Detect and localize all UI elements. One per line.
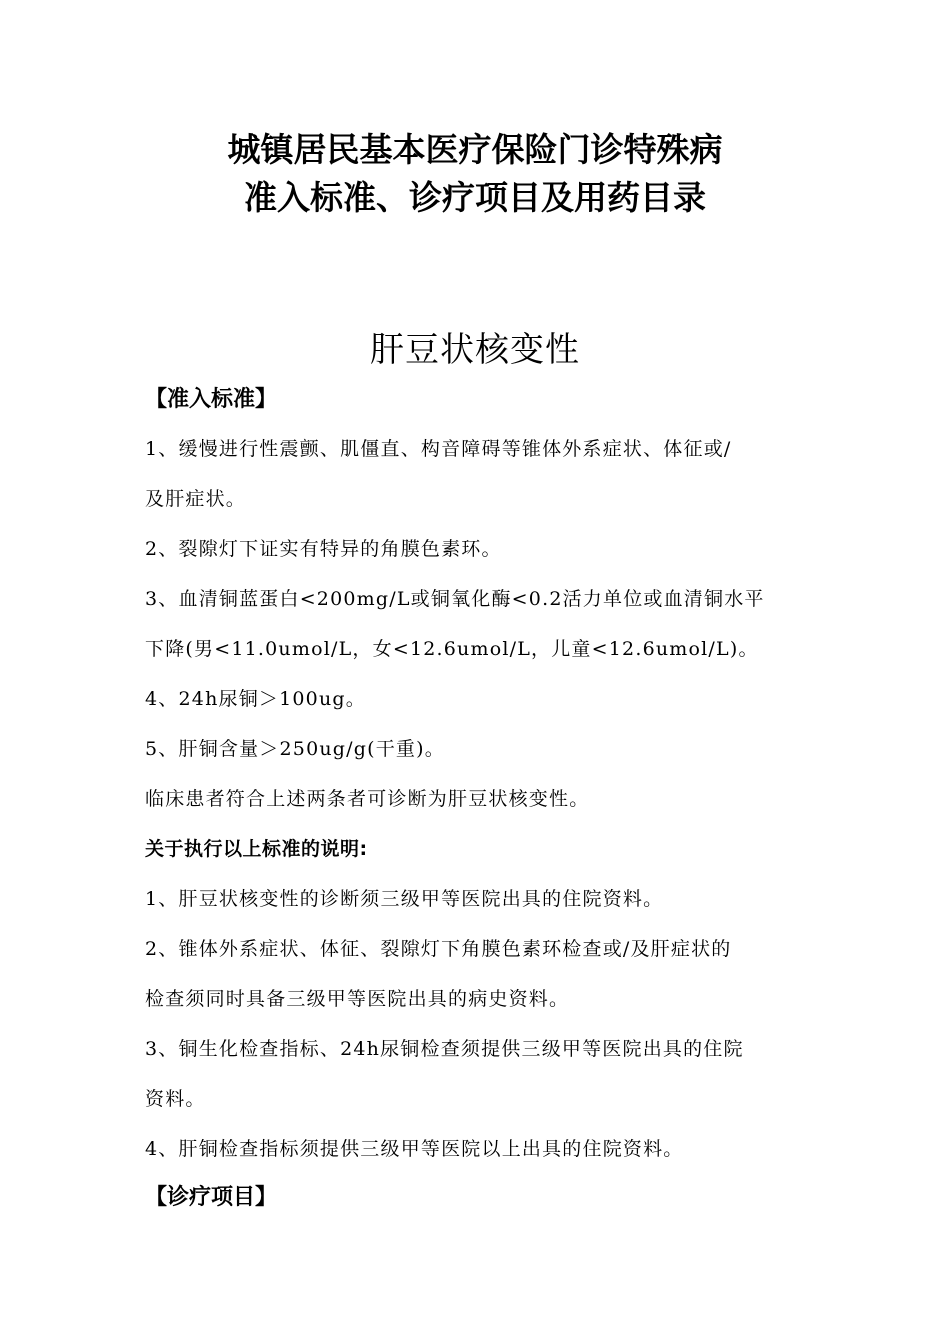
criteria-heading: 【准入标准】 (145, 387, 278, 412)
document-title-line-1: 城镇居民基本医疗保险门诊特殊病 (227, 130, 723, 169)
notes-line: 检查须同时具备三级甲等医院出具的病史资料。 (145, 988, 570, 1010)
notes-line: 2、锥体外系症状、体征、裂隙灯下角膜色素环检查或/及肝症状的 (145, 938, 732, 960)
notes-line: 4、肝铜检查指标须提供三级甲等医院以上出具的住院资料。 (145, 1138, 684, 1160)
notes-line: 资料。 (145, 1088, 206, 1110)
notes-heading: 关于执行以上标准的说明: (145, 838, 368, 860)
criteria-summary: 临床患者符合上述两条者可诊断为肝豆状核变性。 (145, 788, 590, 810)
criteria-line: 3、血清铜蓝蛋白<200mg/L或铜氧化酶<0.2活力单位或血清铜水平 (145, 588, 765, 610)
treatment-heading: 【诊疗项目】 (145, 1185, 278, 1210)
criteria-line: 下降(男<11.0umol/L，女<12.6umol/L，儿童<12.6umol/L)。 (145, 638, 759, 660)
disease-title: 肝豆状核变性 (370, 330, 580, 370)
document-title-line-2: 准入标准、诊疗项目及用药目录 (244, 178, 706, 217)
criteria-line: 1、缓慢进行性震颤、肌僵直、构音障碍等锥体外系症状、体征或/ (145, 438, 732, 460)
criteria-line: 4、24h尿铜＞100ug。 (145, 688, 366, 710)
criteria-line: 及肝症状。 (145, 488, 247, 510)
notes-line: 1、肝豆状核变性的诊断须三级甲等医院出具的住院资料。 (145, 888, 664, 910)
criteria-line: 2、裂隙灯下证实有特异的角膜色素环。 (145, 538, 502, 560)
criteria-line: 5、肝铜含量＞250ug/g(干重)。 (145, 738, 445, 760)
notes-line: 3、铜生化检查指标、24h尿铜检查须提供三级甲等医院出具的住院 (145, 1038, 744, 1060)
